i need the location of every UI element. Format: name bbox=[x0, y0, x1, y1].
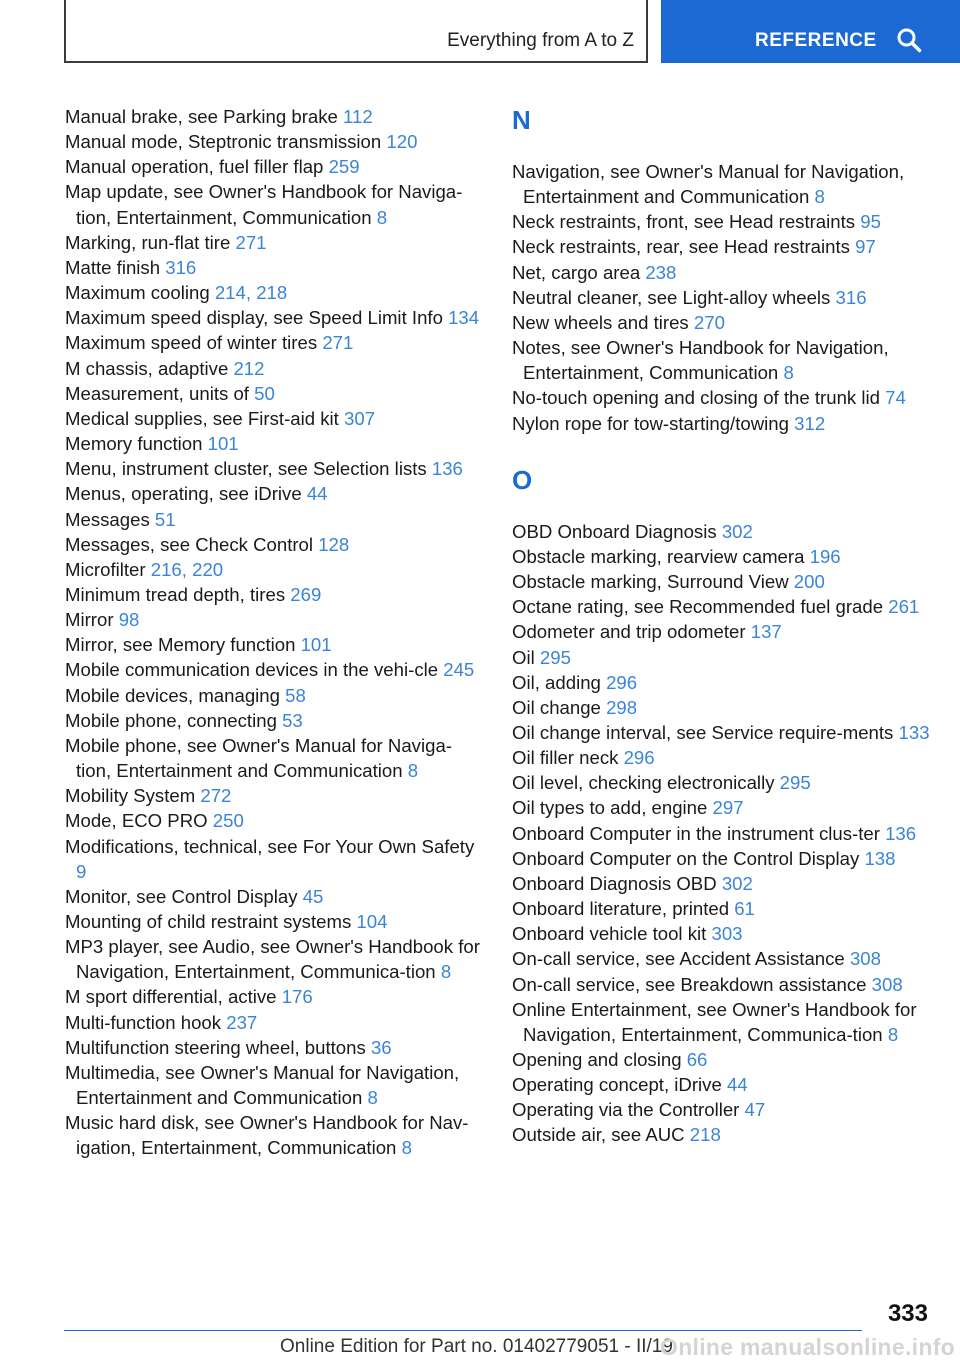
index-entry-text: Multimedia, see Owner's Manual for Navigation, Entertainment and Communication bbox=[65, 1061, 460, 1109]
reference-tab-label: REFERENCE bbox=[755, 30, 877, 51]
index-entry-page-link[interactable]: 101 bbox=[300, 634, 332, 656]
index-entry-page-link[interactable]: 303 bbox=[711, 923, 743, 945]
index-column-left bbox=[65, 104, 485, 1161]
index-entry-page-link[interactable]: 250 bbox=[212, 810, 244, 832]
index-entry-page-link[interactable]: 245 bbox=[443, 659, 475, 681]
index-entry-page-link[interactable]: 97 bbox=[855, 236, 876, 258]
index-entry bbox=[65, 456, 485, 481]
index-entry bbox=[65, 104, 485, 129]
index-entry-text: Odometer and trip odometer bbox=[512, 621, 751, 643]
index-entry bbox=[512, 209, 937, 234]
index-entry-page-link[interactable]: 136 bbox=[431, 458, 463, 480]
index-entry bbox=[65, 431, 485, 456]
index-entry bbox=[512, 569, 937, 594]
index-entry-page-link[interactable]: 237 bbox=[226, 1011, 258, 1033]
index-entry-text: Octane rating, see Recommended fuel grade bbox=[512, 596, 889, 618]
index-entry-text: Manual operation, fuel filler flap bbox=[65, 156, 329, 178]
index-entry-text: Onboard Computer in the instrument clus‐ter bbox=[512, 822, 886, 844]
index-entry-page-link[interactable]: 271 bbox=[235, 231, 267, 253]
index-entry-page-link[interactable]: 47 bbox=[744, 1099, 766, 1121]
index-entry-page-link[interactable]: 261 bbox=[888, 596, 920, 618]
index-entry-page-link[interactable]: 74 bbox=[885, 387, 906, 409]
index-entry-text: Maximum cooling bbox=[65, 282, 215, 304]
index-entry bbox=[512, 695, 937, 720]
index-entry-text: Mobile communication devices in the vehi‐cle bbox=[65, 659, 444, 681]
index-entry-page-link[interactable]: 45 bbox=[302, 885, 324, 907]
index-entry-text: Mounting of child restraint systems bbox=[65, 911, 357, 932]
index-entry-text: Mobile phone, connecting bbox=[65, 709, 283, 731]
index-entry-page-link[interactable]: 53 bbox=[282, 709, 303, 731]
index-entry bbox=[65, 381, 485, 406]
index-entry bbox=[65, 179, 485, 229]
index-entry-page-link[interactable]: 270 bbox=[693, 311, 725, 333]
index-entry-text: Oil, adding bbox=[512, 671, 607, 693]
index-entry-page-link[interactable]: 316 bbox=[835, 286, 867, 308]
index-entry-text: MP3 player, see Audio, see Owner's Handbook for Navigation, Entertainment, Communica‐tion bbox=[65, 936, 480, 983]
index-entry-text: Modifications, technical, see For Your Own Safety bbox=[65, 835, 475, 857]
index-entry bbox=[65, 657, 485, 682]
index-entry bbox=[65, 507, 485, 532]
index-entry-page-link[interactable]: 272 bbox=[200, 785, 232, 807]
index-entry-text: Medical supplies, see First-aid kit bbox=[65, 407, 345, 429]
index-entry bbox=[512, 795, 937, 820]
index-entry-text: Messages, see Check Control bbox=[65, 533, 319, 555]
index-entry bbox=[512, 896, 937, 921]
index-entry bbox=[65, 1035, 485, 1060]
index-entry bbox=[512, 997, 937, 1047]
header-title-box bbox=[64, 0, 648, 63]
index-entry-page-link[interactable]: 214, 218 bbox=[214, 282, 288, 304]
index-entry-page-link[interactable]: 8 bbox=[440, 961, 452, 983]
index-entry-text: Obstacle marking, rearview camera bbox=[512, 545, 810, 567]
index-entry-page-link[interactable]: 50 bbox=[254, 382, 275, 404]
index-entry bbox=[65, 1060, 485, 1110]
index-entry bbox=[512, 159, 937, 209]
index-entry bbox=[65, 884, 485, 909]
index-entry-text: OBD Onboard Diagnosis bbox=[512, 520, 722, 542]
index-entry-text: Menu, instrument cluster, see Selection lists bbox=[65, 458, 432, 480]
index-entry bbox=[65, 557, 485, 582]
index-entry-page-link[interactable]: 8 bbox=[783, 362, 794, 384]
index-entry bbox=[65, 356, 485, 381]
index-entry-page-link[interactable]: 44 bbox=[726, 1074, 748, 1096]
index-entry-text: Online Entertainment, see Owner's Handbook for Navigation, Entertainment, Communica‐tion bbox=[512, 998, 917, 1045]
index-entry-text: Map update, see Owner's Handbook for Naviga‐tion, Entertainment, Communication bbox=[65, 181, 463, 228]
index-entry-page-link[interactable]: 66 bbox=[686, 1049, 708, 1070]
index-entry-page-link[interactable]: 271 bbox=[322, 332, 354, 354]
page-number: 333 bbox=[887, 1300, 928, 1327]
index-entry-text: Mobility System bbox=[65, 785, 201, 807]
index-entry-text: Oil bbox=[512, 646, 540, 668]
index-entry bbox=[512, 619, 937, 644]
index-entry bbox=[65, 532, 485, 557]
index-entry-text: Onboard vehicle tool kit bbox=[512, 923, 712, 945]
index-entry-page-link[interactable]: 9 bbox=[76, 860, 87, 882]
index-entry bbox=[512, 594, 937, 619]
index-entry-page-link[interactable]: 269 bbox=[290, 583, 322, 605]
index-entry-page-link[interactable]: 8 bbox=[407, 760, 419, 782]
index-entry-page-link[interactable]: 316 bbox=[165, 256, 197, 278]
index-entry bbox=[512, 1047, 937, 1072]
index-entry bbox=[512, 285, 937, 310]
index-entry-page-link[interactable]: 307 bbox=[344, 407, 376, 429]
index-entry-page-link[interactable]: 259 bbox=[328, 156, 360, 178]
index-entry bbox=[65, 934, 485, 984]
index-entry bbox=[65, 834, 485, 884]
index-entry bbox=[512, 871, 937, 896]
index-entry-text: Oil change bbox=[512, 696, 607, 718]
index-entry bbox=[512, 260, 937, 285]
index-entry-page-link[interactable]: 308 bbox=[849, 948, 881, 970]
header-title: Everything from A to Z bbox=[447, 30, 634, 51]
index-column-right bbox=[512, 104, 937, 1148]
index-entry-page-link[interactable]: 212 bbox=[233, 357, 265, 379]
index-entry-text: Minimum tread depth, tires bbox=[65, 583, 291, 605]
index-entry-page-link[interactable]: 58 bbox=[285, 684, 306, 706]
index-entry bbox=[512, 411, 937, 436]
index-entry-page-link[interactable]: 8 bbox=[376, 206, 388, 228]
index-entry-text: Mobile devices, managing bbox=[65, 684, 286, 706]
index-entry-page-link[interactable]: 61 bbox=[734, 898, 755, 920]
index-entry-page-link[interactable]: 295 bbox=[779, 772, 811, 794]
index-entry bbox=[512, 234, 937, 259]
index-entry-text: Multi-function hook bbox=[65, 1011, 227, 1033]
index-entry bbox=[65, 984, 485, 1009]
index-entry-text: New wheels and tires bbox=[512, 311, 694, 333]
index-entry-text: Music hard disk, see Owner's Handbook for Nav‐igation, Entertainment, Communication bbox=[65, 1112, 469, 1159]
index-entry bbox=[65, 255, 485, 280]
index-entry bbox=[512, 946, 937, 971]
index-entry-page-link[interactable]: 216, 220 bbox=[150, 558, 224, 580]
section-n-entries bbox=[512, 159, 937, 436]
index-entry-text: Marking, run-flat tire bbox=[65, 231, 236, 253]
index-entry-text: M chassis, adaptive bbox=[65, 357, 234, 379]
index-entry bbox=[65, 230, 485, 255]
index-entry-text: Matte finish bbox=[65, 256, 166, 278]
index-entry-page-link[interactable]: 295 bbox=[539, 646, 571, 668]
index-entry-text: Operating via the Controller bbox=[512, 1099, 745, 1121]
index-entry bbox=[65, 909, 485, 934]
index-entry bbox=[65, 582, 485, 607]
index-entry-page-link[interactable]: 112 bbox=[343, 106, 373, 127]
index-entry-text: Oil change interval, see Service require‐ments bbox=[512, 721, 899, 743]
index-entry-page-link[interactable]: 44 bbox=[306, 483, 328, 505]
index-entry-text: Mode, ECO PRO bbox=[65, 810, 213, 832]
index-entry bbox=[65, 305, 485, 330]
index-entry bbox=[65, 683, 485, 708]
index-entry bbox=[512, 310, 937, 335]
index-entry-page-link[interactable]: 134 bbox=[448, 307, 480, 329]
index-entry bbox=[512, 645, 937, 670]
index-entry-page-link[interactable]: 136 bbox=[885, 822, 917, 844]
index-entry-text: Neck restraints, front, see Head restraints bbox=[512, 211, 861, 233]
index-entry-text: Menus, operating, see iDrive bbox=[65, 483, 307, 505]
index-entry-page-link[interactable]: 8 bbox=[887, 1023, 899, 1045]
section-letter-o: O bbox=[512, 464, 533, 495]
footer-divider bbox=[64, 1330, 862, 1331]
index-entry-page-link[interactable]: 8 bbox=[401, 1137, 412, 1159]
index-entry bbox=[65, 481, 485, 506]
footer-edition-text: Online Edition for Part no. 01402779051 - II/19 bbox=[280, 1336, 673, 1357]
index-entry bbox=[65, 280, 485, 305]
index-entry-text: Net, cargo area bbox=[512, 261, 646, 283]
index-entry-page-link[interactable]: 296 bbox=[623, 747, 655, 769]
index-entry bbox=[512, 745, 937, 770]
index-entry-page-link[interactable]: 297 bbox=[712, 797, 744, 819]
footer-watermark: Online manualsonline.info bbox=[660, 1334, 956, 1360]
index-entry-page-link[interactable]: 218 bbox=[689, 1124, 721, 1146]
index-entry-text: Notes, see Owner's Handbook for Navigation, Entertainment, Communication bbox=[512, 337, 889, 384]
index-entry-text: Microfilter bbox=[65, 558, 151, 580]
index-entry-text: Mirror bbox=[65, 609, 119, 631]
index-entry-text: Measurement, units of bbox=[65, 382, 255, 404]
index-entry bbox=[512, 670, 937, 695]
index-entry bbox=[512, 972, 937, 997]
index-entry bbox=[65, 632, 485, 657]
index-entry-text: Obstacle marking, Surround View bbox=[512, 571, 794, 593]
search-icon[interactable] bbox=[896, 27, 922, 53]
index-entry-page-link[interactable]: 95 bbox=[860, 211, 881, 233]
index-entry bbox=[512, 821, 937, 846]
index-entry-text: Maximum speed display, see Speed Limit Info bbox=[65, 307, 449, 329]
index-entry bbox=[65, 708, 485, 733]
index-entry bbox=[65, 129, 485, 154]
index-entry-page-link[interactable]: 120 bbox=[386, 131, 418, 153]
index-entry-text: Neck restraints, rear, see Head restraints bbox=[512, 236, 856, 258]
index-entry-page-link[interactable]: 200 bbox=[793, 571, 825, 593]
index-entry-text: Oil filler neck bbox=[512, 747, 624, 769]
index-entry-page-link[interactable]: 8 bbox=[814, 186, 825, 208]
index-entry-page-link[interactable]: 302 bbox=[721, 520, 753, 542]
index-entry-text: Monitor, see Control Display bbox=[65, 885, 303, 907]
index-entry-page-link[interactable]: 137 bbox=[750, 621, 782, 643]
index-entry bbox=[512, 1122, 937, 1147]
index-entry bbox=[512, 335, 937, 385]
index-entry-text: Multifunction steering wheel, buttons bbox=[65, 1036, 371, 1058]
index-entry-page-link[interactable]: 238 bbox=[645, 261, 677, 283]
index-entry-text: Nylon rope for tow-starting/towing bbox=[512, 412, 795, 434]
index-entry-text: On-call service, see Breakdown assistance bbox=[512, 973, 872, 995]
index-entry bbox=[65, 733, 485, 783]
index-entry-page-link[interactable]: 133 bbox=[898, 721, 930, 743]
index-entry-text: Memory function bbox=[65, 433, 208, 455]
index-entry-text: Mirror, see Memory function bbox=[65, 634, 301, 656]
index-entry bbox=[512, 544, 937, 569]
index-entry-text: Maximum speed of winter tires bbox=[65, 332, 323, 354]
index-entry bbox=[512, 385, 937, 410]
index-entry-page-link[interactable]: 298 bbox=[606, 696, 638, 718]
index-entry bbox=[512, 846, 937, 871]
index-entry bbox=[65, 1110, 485, 1160]
index-entry bbox=[65, 406, 485, 431]
index-entry-text: Messages bbox=[65, 508, 155, 530]
index-entry bbox=[65, 808, 485, 833]
index-entry-text: On-call service, see Accident Assistance bbox=[512, 948, 850, 970]
index-entry-text: Oil level, checking electronically bbox=[512, 772, 780, 794]
section-letter-n: N bbox=[512, 105, 531, 135]
index-entry-text: Oil types to add, engine bbox=[512, 797, 713, 819]
index-entry-page-link[interactable]: 196 bbox=[809, 545, 841, 567]
reference-tab[interactable] bbox=[661, 0, 960, 63]
section-o-entries bbox=[512, 519, 937, 1148]
index-entry bbox=[65, 330, 485, 355]
index-entry-page-link[interactable]: 308 bbox=[871, 973, 903, 995]
index-entry bbox=[65, 783, 485, 808]
index-entry-text: Mobile phone, see Owner's Manual for Naviga‐tion, Entertainment and Communication bbox=[65, 734, 452, 782]
index-entry bbox=[512, 720, 937, 745]
index-entry-text: Onboard Diagnosis OBD bbox=[512, 872, 722, 894]
index-entry-text: Onboard Computer on the Control Display bbox=[512, 847, 865, 869]
index-entry bbox=[65, 154, 485, 179]
index-entry bbox=[65, 607, 485, 632]
index-entry-page-link[interactable]: 101 bbox=[207, 433, 239, 455]
index-entry-text: M sport differential, active bbox=[65, 986, 282, 1008]
index-entry-text: Outside air, see AUC bbox=[512, 1124, 690, 1146]
index-entry bbox=[512, 519, 937, 544]
index-entry-page-link[interactable]: 128 bbox=[318, 533, 350, 555]
index-entry bbox=[512, 770, 937, 795]
index-entry bbox=[512, 1072, 937, 1097]
index-entry-page-link[interactable]: 138 bbox=[864, 847, 896, 869]
index-entry-page-link[interactable]: 98 bbox=[118, 609, 140, 631]
index-entry-text: Opening and closing bbox=[512, 1049, 687, 1070]
index-entry-page-link[interactable]: 104 bbox=[356, 911, 388, 932]
index-entry bbox=[512, 1097, 937, 1122]
index-entry-page-link[interactable]: 176 bbox=[281, 986, 313, 1008]
index-entry-page-link[interactable]: 302 bbox=[721, 872, 753, 894]
index-entry-page-link[interactable]: 296 bbox=[606, 671, 638, 693]
index-entry-text: Manual mode, Steptronic transmission bbox=[65, 131, 387, 153]
index-entry-page-link[interactable]: 312 bbox=[794, 412, 826, 434]
index-entry-text: No-touch opening and closing of the trunk lid bbox=[512, 387, 886, 409]
index-entry bbox=[65, 1010, 485, 1035]
index-entry-text: Manual brake, see Parking brake bbox=[65, 106, 344, 127]
index-entry-text: Navigation, see Owner's Manual for Navigation, Entertainment and Communication bbox=[512, 161, 905, 208]
index-entry-page-link[interactable]: 8 bbox=[367, 1087, 378, 1109]
index-entry-text: Neutral cleaner, see Light-alloy wheels bbox=[512, 286, 836, 308]
index-entry-page-link[interactable]: 36 bbox=[370, 1036, 392, 1058]
index-entry bbox=[512, 921, 937, 946]
index-entry-text: Operating concept, iDrive bbox=[512, 1074, 727, 1096]
index-entry-page-link[interactable]: 51 bbox=[154, 508, 176, 530]
index-entry-text: Onboard literature, printed bbox=[512, 898, 735, 920]
